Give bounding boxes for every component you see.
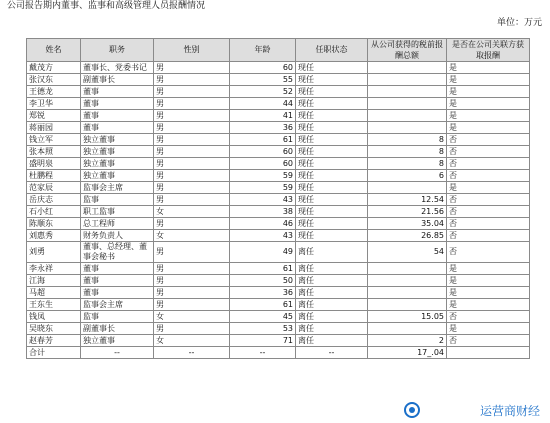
cell-pay [368, 182, 447, 194]
cell-status: 现任 [296, 194, 368, 206]
cell-status: 现任 [296, 98, 368, 110]
table-row [27, 323, 530, 335]
total-label: 合计 [27, 347, 81, 359]
cell-related: 是 [447, 62, 530, 74]
cell-related: 是 [447, 275, 530, 287]
cell-age: 61 [230, 134, 296, 146]
cell-role: 独立董事 [81, 335, 154, 347]
cell-status: 离任 [296, 263, 368, 275]
cell-pay [368, 98, 447, 110]
cell-pay: 2 [368, 335, 447, 347]
cell-age: 41 [230, 110, 296, 122]
column-header-gender: 性别 [154, 39, 230, 62]
cell-related: 否 [447, 242, 530, 263]
table-row [27, 230, 530, 242]
cell-age: 44 [230, 98, 296, 110]
cell-pay [368, 86, 447, 98]
cell-name: 李卫华 [27, 98, 81, 110]
cell-status: 现任 [296, 230, 368, 242]
column-header-role: 职务 [81, 39, 154, 62]
report-title: 公司报告期内董事、监事和高级管理人员报酬情况 [7, 1, 206, 11]
table-row [27, 86, 530, 98]
cell-role: 监事 [81, 311, 154, 323]
cell-gender: 男 [154, 323, 230, 335]
cell-age: 36 [230, 122, 296, 134]
cell-role: 董事长、党委书记 [81, 62, 154, 74]
cell-gender: 女 [154, 335, 230, 347]
cell-gender: 男 [154, 182, 230, 194]
watermark-logo-icon [404, 402, 420, 418]
column-header-pay: 从公司获得的税前报酬总额 [368, 39, 447, 62]
table-row [27, 74, 530, 86]
cell-name: 李永祥 [27, 263, 81, 275]
cell-gender: 男 [154, 158, 230, 170]
cell-gender: 男 [154, 122, 230, 134]
column-header-related: 是否在公司关联方获取报酬 [447, 39, 530, 62]
cell-role: 独立董事 [81, 134, 154, 146]
cell-status: 现任 [296, 158, 368, 170]
cell-name: 王东生 [27, 299, 81, 311]
table-row [27, 182, 530, 194]
cell-name: 蒋丽园 [27, 122, 81, 134]
cell-name: 张汉东 [27, 74, 81, 86]
cell-gender: 女 [154, 311, 230, 323]
cell-role: 独立董事 [81, 158, 154, 170]
cell-related: 否 [447, 194, 530, 206]
cell-gender: 男 [154, 218, 230, 230]
cell-age: 43 [230, 230, 296, 242]
cell-pay [368, 323, 447, 335]
cell-role: 监事 [81, 194, 154, 206]
unit-label: 单位：万元 [496, 18, 542, 28]
cell-age: 61 [230, 263, 296, 275]
cell-name: 赵春芳 [27, 335, 81, 347]
cell-status: 离任 [296, 275, 368, 287]
cell-gender: 男 [154, 86, 230, 98]
cell-status: 离任 [296, 299, 368, 311]
cell-age: 43 [230, 194, 296, 206]
cell-age: 52 [230, 86, 296, 98]
cell-age: 60 [230, 62, 296, 74]
table-row [27, 62, 530, 74]
cell-role: 监事会主席 [81, 182, 154, 194]
watermark-text: 运营商财经 [479, 404, 540, 418]
cell-role: 董事 [81, 275, 154, 287]
table-row [27, 275, 530, 287]
cell-related: 是 [447, 122, 530, 134]
cell-related: 是 [447, 110, 530, 122]
cell-pay: 8 [368, 134, 447, 146]
total-age: -- [230, 347, 296, 359]
cell-gender: 女 [154, 230, 230, 242]
cell-gender: 男 [154, 263, 230, 275]
table-row [27, 206, 530, 218]
cell-name: 张本照 [27, 146, 81, 158]
cell-name: 杜鹏程 [27, 170, 81, 182]
cell-role: 董事、总经理、董事会秘书 [81, 242, 154, 263]
cell-status: 现任 [296, 218, 368, 230]
cell-pay: 8 [368, 158, 447, 170]
cell-status: 离任 [296, 287, 368, 299]
cell-name: 范家辰 [27, 182, 81, 194]
cell-related: 否 [447, 206, 530, 218]
cell-age: 59 [230, 170, 296, 182]
cell-status: 现任 [296, 134, 368, 146]
table-row [27, 218, 530, 230]
cell-role: 职工监事 [81, 206, 154, 218]
cell-name: 钱立军 [27, 134, 81, 146]
cell-pay [368, 287, 447, 299]
table-row [27, 122, 530, 134]
cell-related: 是 [447, 323, 530, 335]
cell-role: 董事 [81, 122, 154, 134]
cell-status: 现任 [296, 62, 368, 74]
cell-status: 离任 [296, 242, 368, 263]
compensation-table [26, 38, 530, 359]
cell-role: 董事 [81, 263, 154, 275]
cell-role: 独立董事 [81, 146, 154, 158]
cell-name: 岳庆志 [27, 194, 81, 206]
column-header-name: 姓名 [27, 39, 81, 62]
cell-role: 董事 [81, 110, 154, 122]
table-row [27, 287, 530, 299]
cell-name: 马超 [27, 287, 81, 299]
cell-status: 现任 [296, 182, 368, 194]
total-gender: -- [154, 347, 230, 359]
cell-gender: 男 [154, 74, 230, 86]
cell-role: 董事 [81, 86, 154, 98]
cell-related: 否 [447, 158, 530, 170]
cell-related: 否 [447, 146, 530, 158]
cell-age: 46 [230, 218, 296, 230]
cell-role: 财务负责人 [81, 230, 154, 242]
cell-related: 否 [447, 311, 530, 323]
cell-age: 71 [230, 335, 296, 347]
cell-name: 陈顺东 [27, 218, 81, 230]
cell-age: 38 [230, 206, 296, 218]
cell-gender: 男 [154, 287, 230, 299]
cell-pay: 54 [368, 242, 447, 263]
table-row [27, 242, 530, 263]
cell-gender: 男 [154, 146, 230, 158]
cell-role: 董事 [81, 98, 154, 110]
cell-status: 现任 [296, 122, 368, 134]
cell-related: 是 [447, 299, 530, 311]
total-related [447, 347, 530, 359]
cell-role: 独立董事 [81, 170, 154, 182]
cell-pay [368, 263, 447, 275]
cell-pay: 35.04 [368, 218, 447, 230]
cell-name: 钱凤 [27, 311, 81, 323]
cell-status: 现任 [296, 170, 368, 182]
table-row [27, 311, 530, 323]
column-header-status: 任职状态 [296, 39, 368, 62]
cell-gender: 男 [154, 62, 230, 74]
cell-gender: 男 [154, 242, 230, 263]
cell-pay: 8 [368, 146, 447, 158]
cell-gender: 男 [154, 110, 230, 122]
cell-age: 59 [230, 182, 296, 194]
total-row [27, 347, 530, 359]
cell-related: 是 [447, 182, 530, 194]
cell-age: 60 [230, 146, 296, 158]
cell-related: 是 [447, 86, 530, 98]
cell-related: 否 [447, 218, 530, 230]
cell-role: 副董事长 [81, 74, 154, 86]
cell-name: 石小红 [27, 206, 81, 218]
cell-pay [368, 62, 447, 74]
cell-age: 36 [230, 287, 296, 299]
table-row [27, 146, 530, 158]
cell-related: 否 [447, 134, 530, 146]
cell-pay [368, 110, 447, 122]
cell-status: 现任 [296, 206, 368, 218]
cell-age: 61 [230, 299, 296, 311]
cell-age: 53 [230, 323, 296, 335]
cell-related: 是 [447, 287, 530, 299]
cell-gender: 男 [154, 134, 230, 146]
cell-age: 50 [230, 275, 296, 287]
cell-status: 离任 [296, 335, 368, 347]
cell-related: 否 [447, 230, 530, 242]
cell-gender: 男 [154, 194, 230, 206]
cell-pay: 12.54 [368, 194, 447, 206]
cell-status: 现任 [296, 110, 368, 122]
table-row [27, 98, 530, 110]
cell-name: 盛明泉 [27, 158, 81, 170]
table-header-row [27, 39, 530, 62]
cell-name: 江海 [27, 275, 81, 287]
table-row [27, 170, 530, 182]
cell-age: 45 [230, 311, 296, 323]
cell-name: 王德龙 [27, 86, 81, 98]
table-row [27, 134, 530, 146]
cell-status: 现任 [296, 74, 368, 86]
cell-name: 戴茂方 [27, 62, 81, 74]
cell-gender: 男 [154, 275, 230, 287]
cell-related: 否 [447, 335, 530, 347]
cell-pay: 26.85 [368, 230, 447, 242]
total-role: -- [81, 347, 154, 359]
cell-pay [368, 122, 447, 134]
cell-status: 离任 [296, 323, 368, 335]
cell-pay: 15.05 [368, 311, 447, 323]
cell-gender: 男 [154, 98, 230, 110]
cell-pay [368, 299, 447, 311]
cell-role: 副董事长 [81, 323, 154, 335]
cell-name: 吴晓东 [27, 323, 81, 335]
table-row [27, 194, 530, 206]
cell-role: 总工程师 [81, 218, 154, 230]
cell-related: 是 [447, 74, 530, 86]
cell-name: 刘惠秀 [27, 230, 81, 242]
cell-role: 监事会主席 [81, 299, 154, 311]
cell-status: 离任 [296, 311, 368, 323]
cell-name: 郑锐 [27, 110, 81, 122]
cell-age: 60 [230, 158, 296, 170]
cell-status: 现任 [296, 86, 368, 98]
total-pay: 17_.04 [368, 347, 447, 359]
cell-gender: 男 [154, 170, 230, 182]
cell-related: 是 [447, 98, 530, 110]
cell-pay [368, 275, 447, 287]
cell-gender: 女 [154, 206, 230, 218]
cell-pay: 6 [368, 170, 447, 182]
cell-related: 否 [447, 170, 530, 182]
cell-pay: 21.56 [368, 206, 447, 218]
cell-role: 董事 [81, 287, 154, 299]
total-status: -- [296, 347, 368, 359]
table-row [27, 110, 530, 122]
column-header-age: 年龄 [230, 39, 296, 62]
cell-age: 55 [230, 74, 296, 86]
table-row [27, 158, 530, 170]
table-row [27, 335, 530, 347]
cell-pay [368, 74, 447, 86]
cell-status: 现任 [296, 146, 368, 158]
cell-related: 是 [447, 263, 530, 275]
table-row [27, 263, 530, 275]
table-row [27, 299, 530, 311]
cell-gender: 男 [154, 299, 230, 311]
cell-age: 49 [230, 242, 296, 263]
cell-name: 刘勇 [27, 242, 81, 263]
